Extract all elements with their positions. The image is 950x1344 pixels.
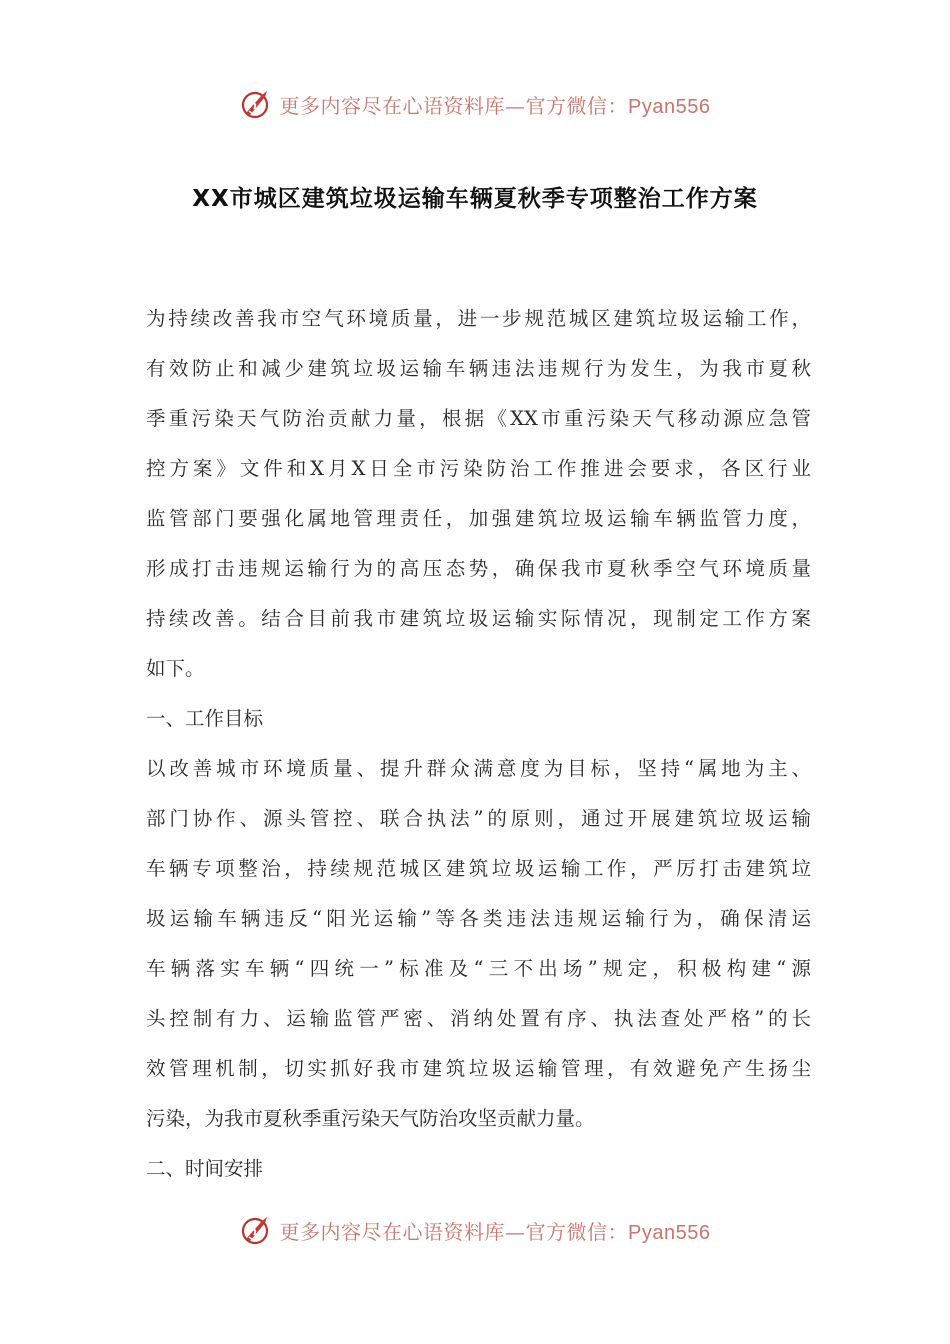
text-line: 车辆专项整治，持续规范城区建筑垃圾运输工作，严厉打击建筑垃 — [146, 857, 811, 880]
text-line: 一、工作目标 — [146, 707, 264, 730]
text-line: 监管部门要强化属地管理责任，加强建筑垃圾运输车辆监管力度， — [146, 507, 811, 530]
header-watermark-banner — [0, 84, 950, 124]
text-line: 如下。 — [146, 657, 205, 680]
text-line: 季重污染天气防治贡献力量，根据《XX市重污染天气移动源应急管 — [146, 407, 811, 430]
text-line: 为持续改善我市空气环境质量，进一步规范城区建筑垃圾运输工作， — [146, 307, 811, 330]
document-title: XX市城区建筑垃圾运输车辆夏秋季专项整治工作方案 — [192, 186, 758, 212]
footer-watermark-banner — [0, 1210, 950, 1250]
watermark-text: 更多内容尽在心语资料库—官方微信：Pyan556 — [279, 1219, 711, 1244]
text-line: 污染，为我市夏秋季重污染天气防治攻坚贡献力量。 — [146, 1107, 595, 1130]
text-line: 部门协作、源头管控、联合执法”的原则，通过开展建筑垃圾运输 — [146, 807, 811, 830]
wechat-id: Pyan556 — [628, 95, 711, 118]
text-line: 车辆落实车辆“四统一”标准及“三不出场”规定，积极构建“源 — [146, 957, 811, 980]
wechat-id: Pyan556 — [628, 1221, 711, 1244]
text-line: 持续改善。结合目前我市建筑垃圾运输实际情况，现制定工作方案 — [146, 607, 811, 630]
text-line: 形成打击违规运输行为的高压态势，确保我市夏秋季空气环境质量 — [146, 557, 811, 580]
watermark-text: 更多内容尽在心语资料库—官方微信：Pyan556 — [279, 93, 711, 118]
document-body — [146, 294, 811, 1194]
text-line: 有效防止和减少建筑垃圾运输车辆违法违规行为发生，为我市夏秋 — [146, 357, 811, 380]
pen-logo-icon — [240, 87, 274, 121]
text-line: 以改善城市环境质量、提升群众满意度为目标，坚持“属地为主、 — [146, 757, 811, 780]
text-line: 二、时间安排 — [146, 1157, 264, 1180]
text-line: 效管理机制，切实抓好我市建筑垃圾运输管理，有效避免产生扬尘 — [146, 1057, 811, 1080]
text-line: 控方案》文件和X月X日全市污染防治工作推进会要求，各区行业 — [146, 457, 811, 480]
pen-logo-icon — [240, 1213, 274, 1247]
text-line: 头控制有力、运输监管严密、消纳处置有序、执法查处严格”的长 — [146, 1007, 811, 1030]
text-line: 圾运输车辆违反“阳光运输”等各类违法违规运输行为，确保清运 — [146, 907, 811, 930]
